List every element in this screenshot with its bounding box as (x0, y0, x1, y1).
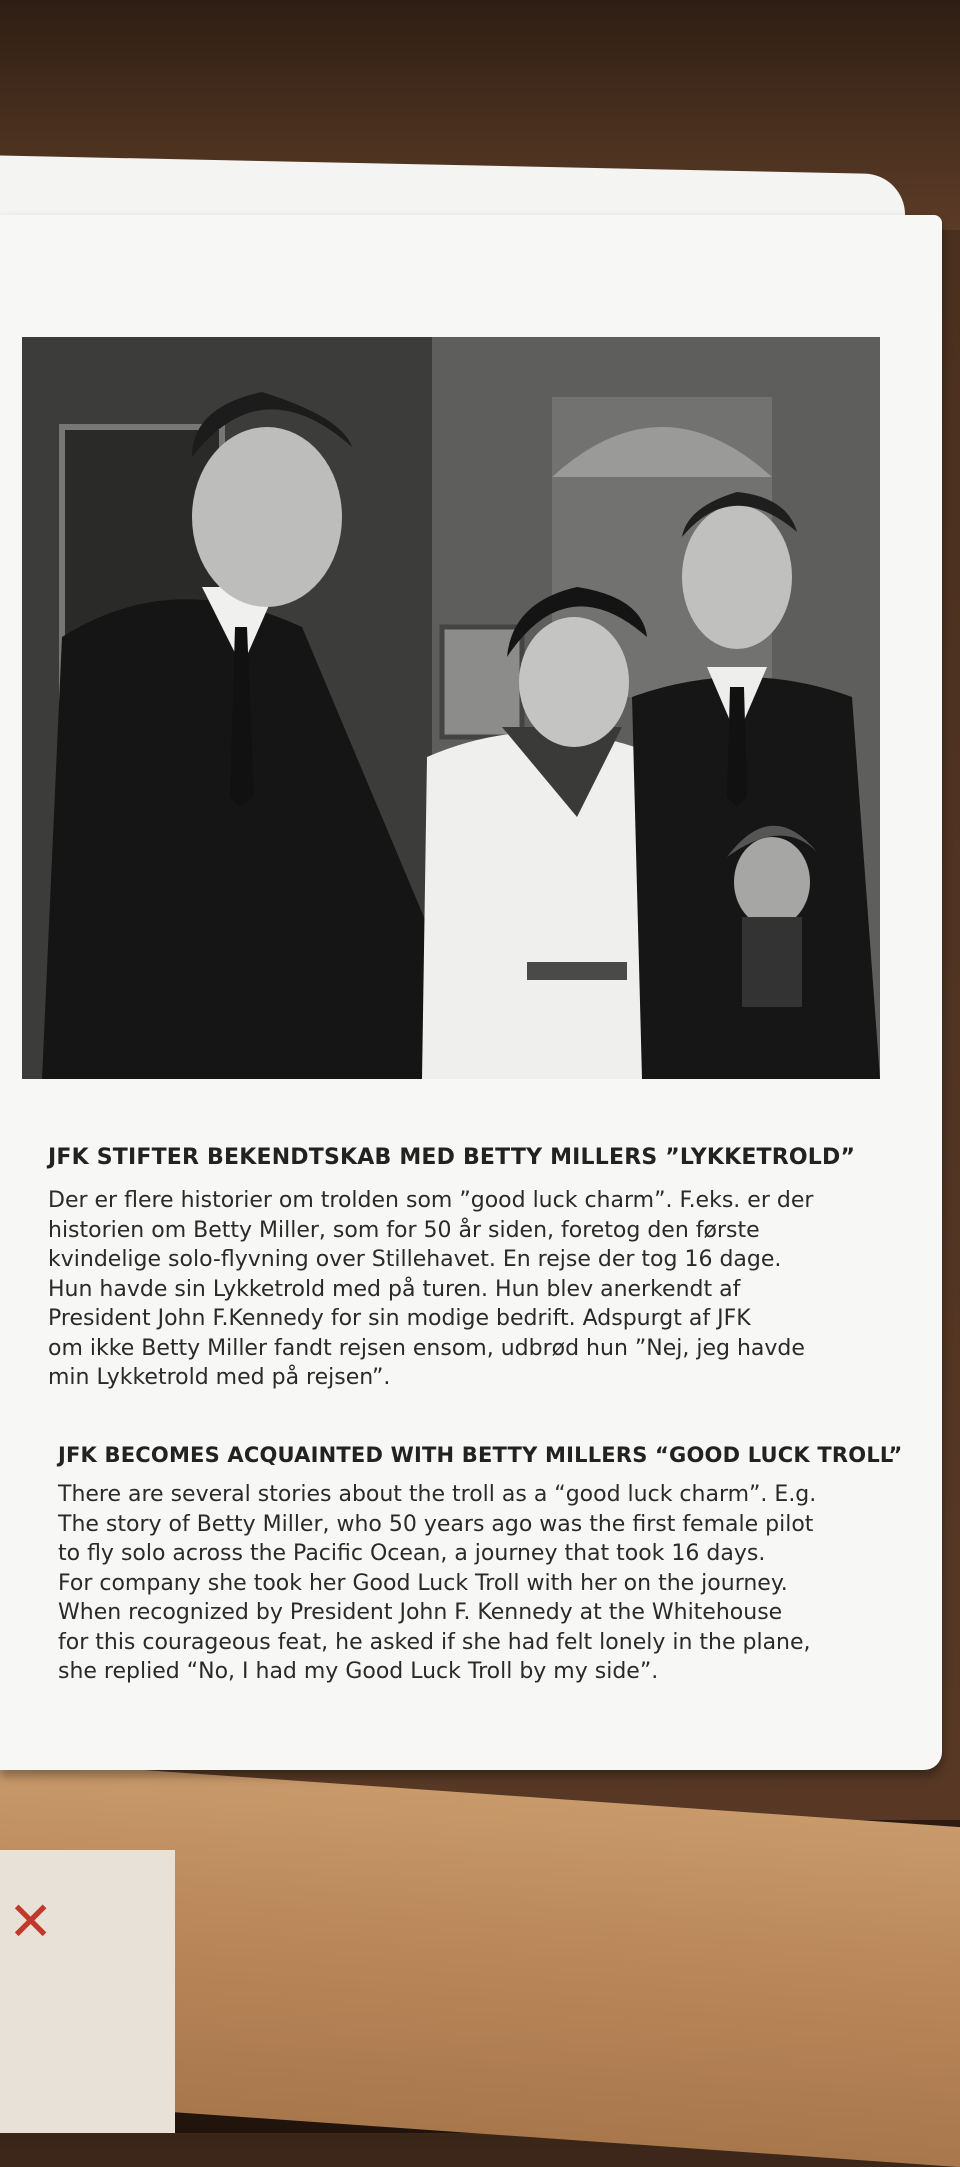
danish-heading: JFK STIFTER BEKENDTSKAB MED BETTY MILLERS ”LYKKETROLD” (48, 1145, 856, 1170)
english-paragraph (58, 1480, 888, 1687)
danish-line: President John F.Kennedy for sin modige bedrift. Adspurgt af JFK (48, 1306, 751, 1331)
english-heading: JFK BECOMES ACQUAINTED WITH BETTY MILLERS “GOOD LUCK TROLL” (58, 1443, 903, 1467)
box-corner (0, 1850, 175, 2133)
english-line: to fly solo across the Pacific Ocean, a journey that took 16 days. (58, 1541, 766, 1566)
danish-line: kvindelige solo-flyvning over Stillehavet. En rejse der tog 16 dage. (48, 1247, 782, 1272)
photo-illustration (22, 337, 880, 1079)
danish-line: Der er flere historier om trolden som ”good luck charm”. F.eks. er der (48, 1188, 814, 1213)
english-line: For company she took her Good Luck Troll with her on the journey. (58, 1570, 788, 1596)
danish-line: om ikke Betty Miller fandt rejsen ensom, udbrød hun ”Nej, jeg havde (48, 1335, 805, 1361)
historical-photo (22, 337, 880, 1079)
red-mark-icon: ✕ (8, 1890, 54, 1953)
danish-line: min Lykketrold med på rejsen”. (48, 1365, 391, 1390)
english-line: for this courageous feat, he asked if she had felt lonely in the plane, (58, 1629, 811, 1655)
english-line: she replied “No, I had my Good Luck Troll by my side”. (58, 1659, 659, 1684)
english-line: There are several stories about the troll as a “good luck charm”. E.g. (58, 1482, 817, 1507)
english-line: The story of Betty Miller, who 50 years ago was the first female pilot (58, 1511, 814, 1537)
danish-line: Hun havde sin Lykketrold med på turen. Hun blev anerkendt af (48, 1276, 741, 1302)
english-line: When recognized by President John F. Kennedy at the Whitehouse (58, 1600, 783, 1625)
danish-paragraph (48, 1186, 878, 1393)
danish-line: historien om Betty Miller, som for 50 år siden, foretog den første (48, 1217, 760, 1243)
